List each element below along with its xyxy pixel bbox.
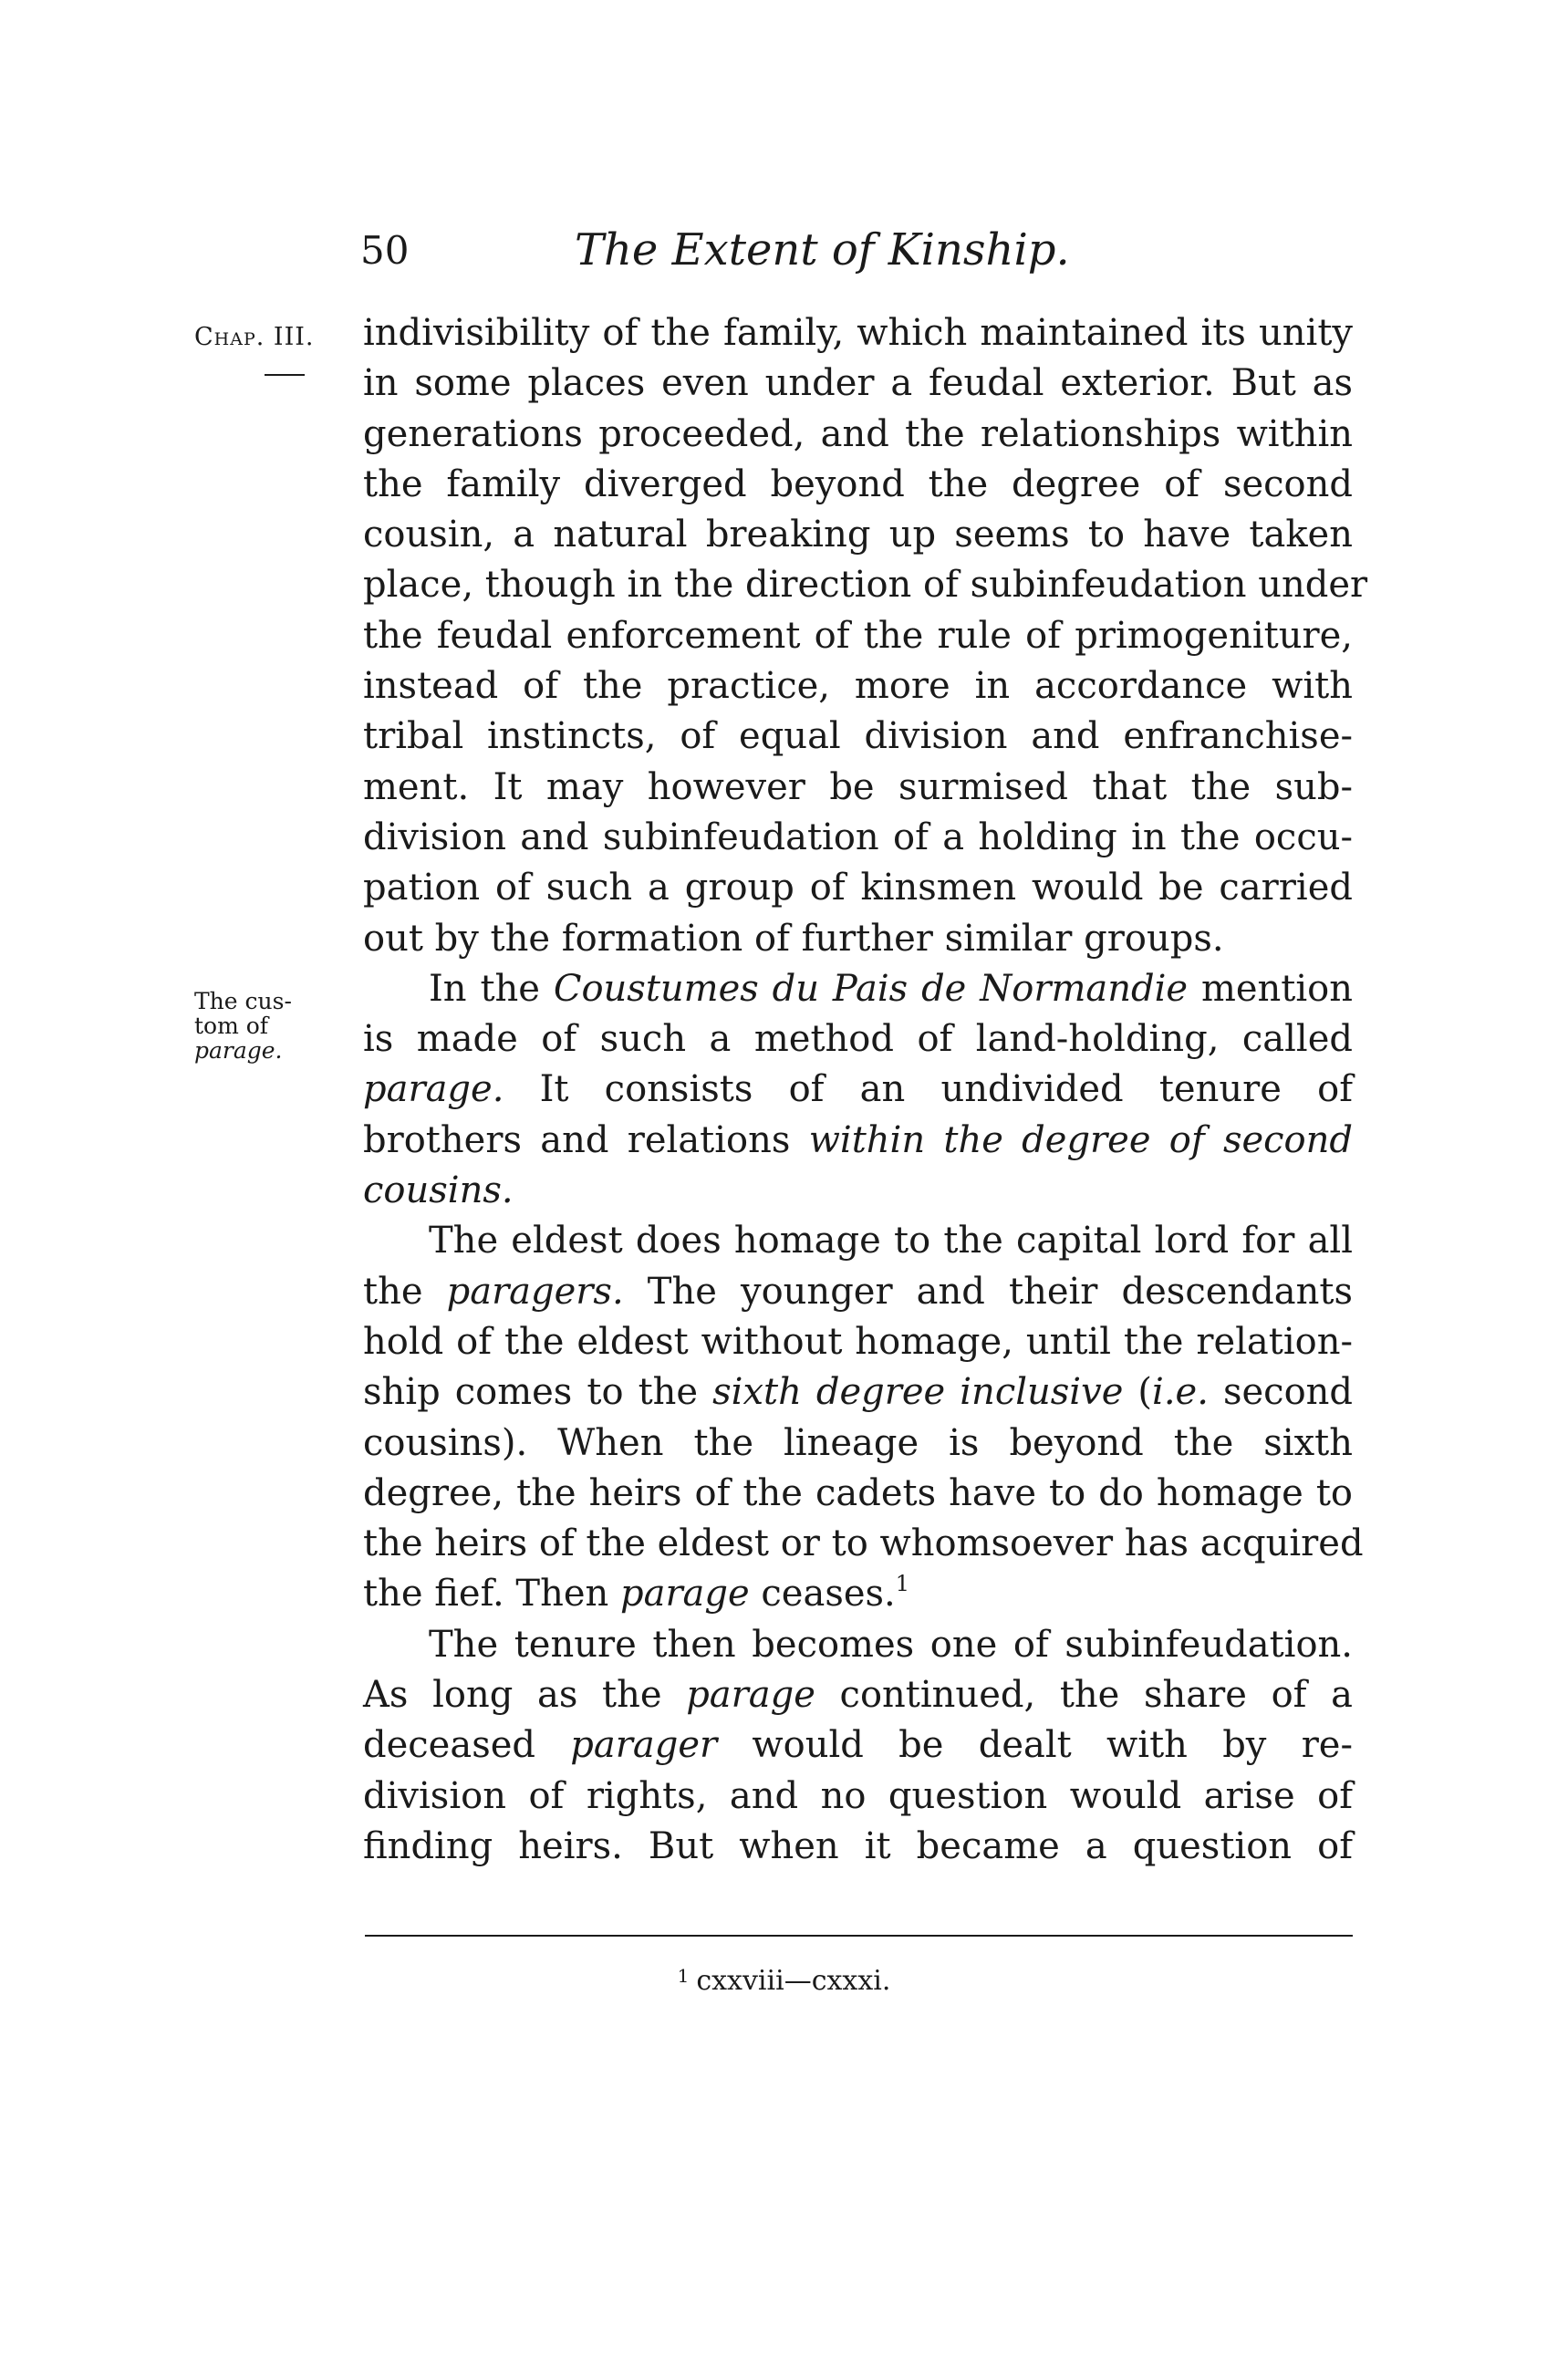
- body-text: [363, 308, 1368, 1872]
- page-number: 50: [360, 228, 410, 273]
- footnote-ref[interactable]: 1: [895, 1571, 910, 1597]
- text-line: instead of the practice, more in accordance with: [363, 665, 1353, 708]
- text-line: ment. It may however be surmised that the sub-: [363, 765, 1353, 808]
- text-line: ship comes to the sixth degree inclusive (i.e. second: [363, 1371, 1354, 1414]
- paragraph: [363, 1620, 1353, 1872]
- margin-note-line: tom of: [194, 1013, 269, 1039]
- text-line: cousins). When the lineage is beyond the sixth: [363, 1421, 1353, 1464]
- text-line: pation of such a group of kinsmen would be carried: [363, 867, 1353, 909]
- text-line: cousin, a natural breaking up seems to have taken: [363, 514, 1353, 556]
- text-line: cousins.: [363, 1169, 514, 1212]
- paragraph: [363, 1216, 1364, 1619]
- footnote-text: cxxviii—cxxxi.: [696, 1965, 891, 1997]
- text-line: generations proceeded, and the relationships within: [363, 412, 1353, 455]
- text-line: the paragers. The younger and their descendants: [363, 1270, 1353, 1313]
- text-line: division and subinfeudation of a holding in the occu-: [363, 816, 1353, 858]
- text-line: the feudal enforcement of the rule of primogeniture,: [363, 614, 1353, 657]
- footnote-rule: [365, 1935, 1353, 1937]
- text-line: The tenure then becomes one of subinfeudation.: [429, 1623, 1353, 1666]
- chapter-rule: [265, 374, 305, 376]
- footnote: [0, 1959, 1568, 1998]
- footnote-mark: 1: [677, 1965, 690, 1987]
- text-line: place, though in the direction of subinfeudation under: [363, 564, 1368, 607]
- text-line: brothers and relations within the degree of second: [363, 1118, 1354, 1161]
- text-line: is made of such a method of land-holding, called: [363, 1018, 1353, 1061]
- margin-note-line: The cus-: [194, 988, 292, 1014]
- text-line: hold of the eldest without homage, until the relation-: [363, 1320, 1353, 1363]
- margin-note-line: parage.: [194, 1037, 283, 1064]
- chapter-label: Chap. III.: [194, 323, 315, 351]
- text-line: degree, the heirs of the cadets have to do homage to: [363, 1471, 1353, 1514]
- text-line: the family diverged beyond the degree of second: [363, 462, 1353, 505]
- text-line: In the Coustumes du Pais de Normandie mention: [429, 967, 1354, 1010]
- text-line: As long as the parage continued, the share of a: [363, 1674, 1353, 1717]
- paragraph: [363, 964, 1353, 1216]
- text-line: tribal instincts, of equal division and enfranchise-: [363, 715, 1353, 758]
- text-line: The eldest does homage to the capital lord for all: [429, 1220, 1353, 1262]
- text-line: parage. It consists of an undivided tenure of: [363, 1068, 1353, 1111]
- text-line: the heirs of the eldest or to whomsoever has acquired: [363, 1522, 1364, 1565]
- text-line: division of rights, and no question would arise of: [363, 1774, 1353, 1817]
- text-line: out by the formation of further similar groups.: [363, 917, 1224, 960]
- text-line: the fief. Then parage ceases.$^1$: [363, 1571, 910, 1616]
- text-line: in some places even under a feudal exterior. But as: [363, 362, 1353, 405]
- work-title: Coustumes du Pais de Normandie: [553, 967, 1189, 1010]
- running-title: The Extent of Kinship.: [575, 224, 1070, 275]
- paragraph: [363, 308, 1368, 964]
- text-line: deceased parager would be dealt with by re-: [363, 1724, 1353, 1767]
- margin-note: [194, 989, 354, 1063]
- text-line: finding heirs. But when it became a question of: [363, 1824, 1353, 1867]
- text-line: indivisibility of the family, which maintained its unity: [363, 312, 1353, 354]
